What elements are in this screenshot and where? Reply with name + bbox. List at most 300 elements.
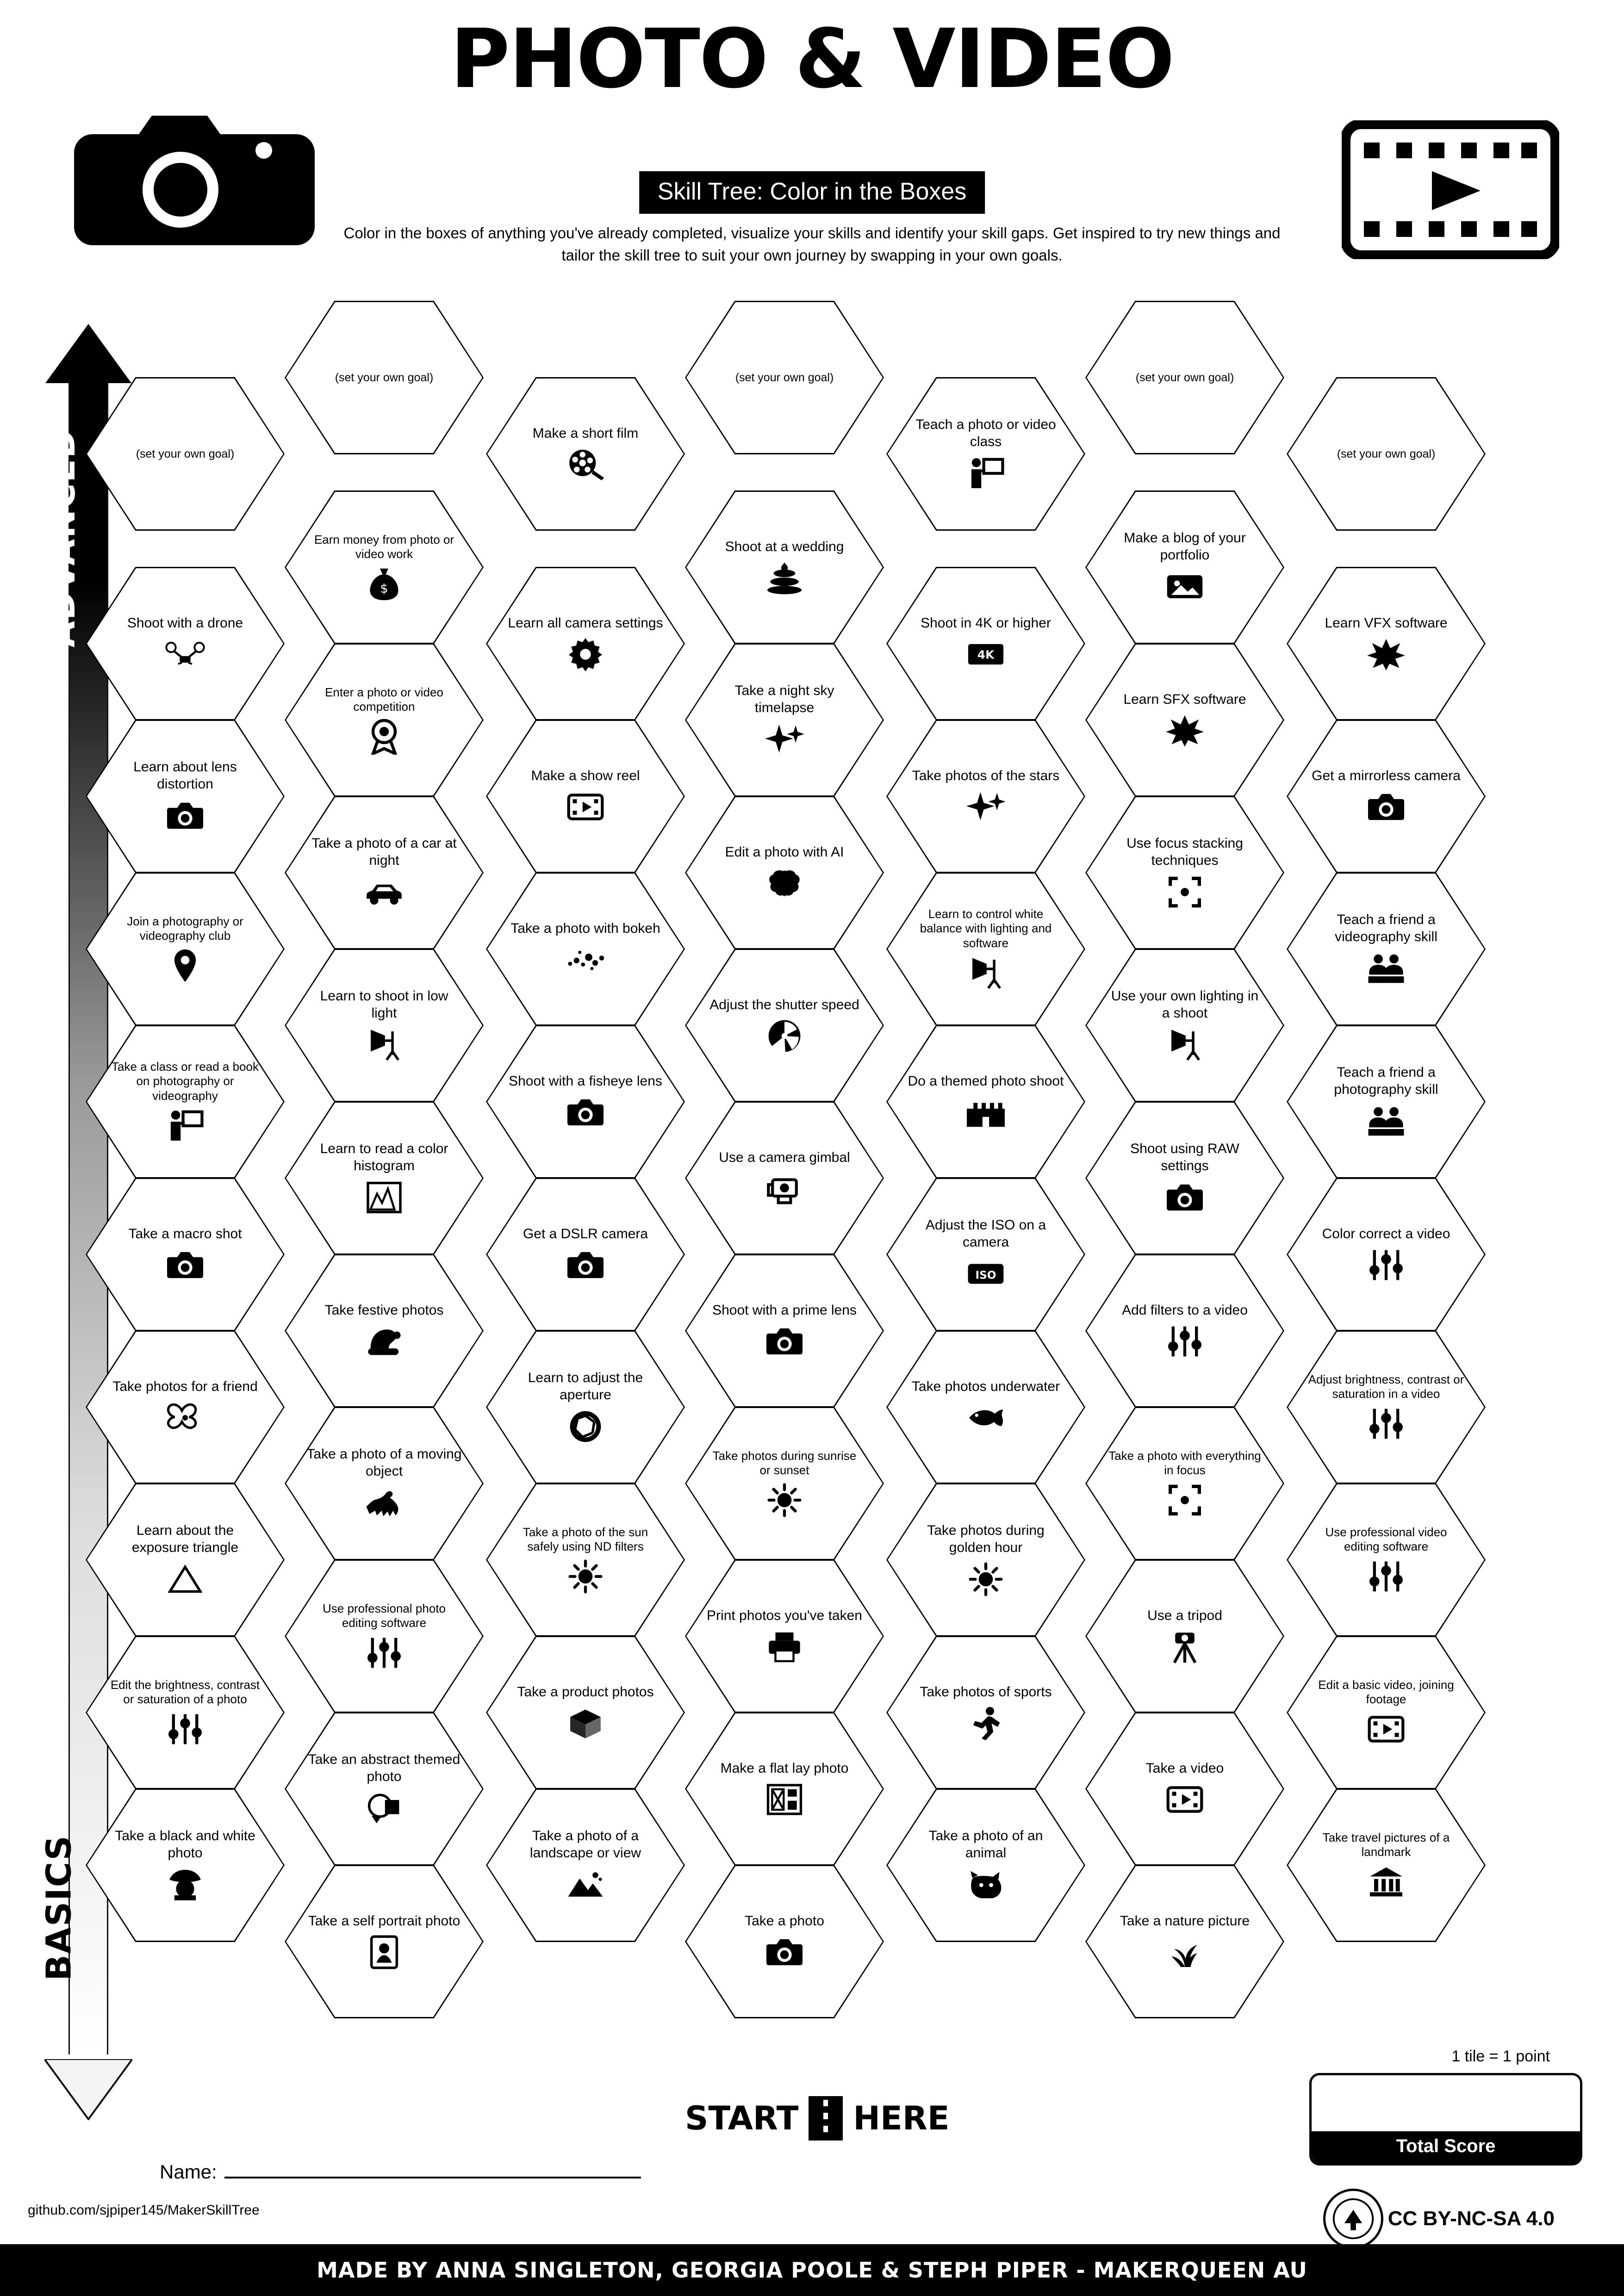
skill-tile[interactable]	[685, 949, 884, 1102]
skill-tile[interactable]	[1085, 301, 1284, 454]
skill-tile-label: Take photos for a friend	[112, 1378, 258, 1394]
hex-content	[1107, 1302, 1263, 1360]
lightstand-icon	[367, 1027, 402, 1063]
skill-tile-label: Join a photography or videography club	[127, 914, 243, 943]
skill-tile[interactable]	[285, 490, 484, 644]
skill-tile[interactable]	[685, 796, 884, 949]
skill-tile[interactable]	[486, 567, 685, 720]
svg-text:4K: 4K	[977, 648, 995, 662]
sliders-icon	[1369, 1247, 1404, 1283]
hex-content	[306, 1601, 462, 1671]
skill-tile-label: Take a photo with everything in focus	[1108, 1448, 1261, 1477]
skill-tile-label: Take a black and white photo	[115, 1828, 255, 1861]
landmark-icon	[1369, 1864, 1403, 1900]
skill-tile[interactable]	[685, 1865, 884, 2018]
skill-tile-label: Use professional photo editing software	[323, 1601, 446, 1630]
skill-tile[interactable]	[886, 1178, 1085, 1331]
hex-content	[908, 1073, 1064, 1131]
skill-tile[interactable]	[1287, 1483, 1486, 1637]
skill-tile[interactable]	[1085, 1101, 1284, 1255]
skill-tile-label: (set your own goal)	[136, 447, 235, 460]
hex-content	[107, 1828, 263, 1902]
moneybag-icon	[367, 566, 401, 602]
hex-content	[507, 1226, 664, 1284]
skill-tile[interactable]	[1287, 872, 1486, 1026]
hex-content	[507, 615, 664, 673]
skill-tile[interactable]	[685, 1101, 884, 1255]
skill-tile[interactable]	[285, 1407, 484, 1560]
hex-content	[1107, 371, 1263, 385]
hex-content	[107, 615, 263, 673]
skill-tile[interactable]	[486, 1178, 685, 1331]
skill-tile-label: Take a night sky timelapse	[734, 683, 834, 715]
start-label: START	[685, 2099, 799, 2137]
skill-tile-label: Make a show reel	[531, 768, 640, 783]
svg-text:ISO: ISO	[975, 1269, 996, 1282]
hex-content	[306, 371, 462, 385]
hex-content	[908, 416, 1064, 491]
skill-tile-label: Take a video	[1145, 1760, 1224, 1776]
hex-content	[107, 1226, 263, 1284]
hex-content	[1107, 988, 1263, 1062]
skill-tile[interactable]	[285, 643, 484, 797]
hex-content	[507, 1684, 664, 1742]
focus-icon	[1168, 874, 1202, 910]
skill-tile-label: Take a photo of a car at night	[311, 836, 457, 868]
hex-content	[1308, 912, 1464, 986]
presenter-icon	[167, 1108, 204, 1144]
presenter-icon	[967, 455, 1004, 491]
sliders-icon	[1369, 1406, 1404, 1442]
skill-tile[interactable]	[685, 1712, 884, 1866]
skill-tile-label: Shoot using RAW settings	[1130, 1141, 1239, 1173]
skill-tile[interactable]	[86, 1025, 285, 1179]
shutter-icon	[767, 1018, 802, 1054]
skill-tile-label: Shoot with a prime lens	[712, 1302, 857, 1318]
skill-tile[interactable]	[86, 1330, 285, 1484]
skill-tile-label: Learn about the exposure triangle	[131, 1523, 239, 1555]
skill-tile-label: Take photos during sunrise or sunset	[712, 1448, 857, 1477]
name-field[interactable]	[160, 2161, 641, 2183]
hex-content	[1308, 1831, 1464, 1900]
skill-tile-label: Teach a friend a photography skill	[1334, 1065, 1438, 1097]
skill-tile[interactable]	[285, 796, 484, 949]
skill-tile-label: Take a photo with bokeh	[510, 920, 660, 936]
gimbal-icon	[766, 1171, 803, 1207]
skill-tile-label: Make a blog of your portfolio	[1124, 530, 1246, 563]
skill-tile-label: Shoot with a drone	[127, 615, 243, 631]
santahat-icon	[366, 1323, 403, 1359]
lightstand-icon	[968, 955, 1003, 991]
brain-icon	[766, 865, 803, 901]
gear-icon	[568, 636, 603, 672]
hex-content	[306, 533, 462, 602]
skill-tile[interactable]	[1287, 1178, 1486, 1331]
skill-tile[interactable]	[886, 1788, 1085, 1942]
hex-content	[1107, 1760, 1263, 1818]
skill-tile[interactable]	[285, 1254, 484, 1408]
sparkle-icon	[765, 721, 804, 757]
filmreel-icon	[566, 447, 605, 483]
hex-content	[706, 1607, 863, 1665]
skill-tile[interactable]	[685, 1254, 884, 1408]
skill-tile-label: Take festive photos	[324, 1302, 444, 1318]
hex-content	[107, 447, 263, 461]
hex-content	[1308, 1678, 1464, 1747]
hex-content	[706, 1302, 863, 1360]
aperture-icon	[568, 1409, 603, 1445]
videoplayer-icon	[1368, 1711, 1405, 1747]
hex-content	[306, 1141, 462, 1215]
page-title: PHOTO & VIDEO	[450, 12, 1174, 106]
camera-icon	[766, 1323, 803, 1359]
skill-tile-label: Make a flat lay photo	[720, 1760, 849, 1776]
skill-tile[interactable]	[1287, 1330, 1486, 1484]
videoplayer-icon	[567, 789, 604, 825]
hex-content	[706, 1449, 863, 1518]
svg-text:$: $	[380, 582, 388, 596]
detective-icon	[166, 1867, 204, 1903]
hex-content	[1107, 1913, 1263, 1971]
skill-tile[interactable]	[86, 1788, 285, 1942]
hex-content	[107, 759, 263, 833]
hex-content	[1308, 1064, 1464, 1139]
skill-tile-label: Teach a photo or video class	[915, 417, 1056, 449]
explosion-icon	[1166, 713, 1204, 749]
hex-content	[1308, 615, 1464, 673]
sparkle-icon	[966, 789, 1005, 825]
skill-tile[interactable]	[886, 1330, 1085, 1484]
hex-content	[1107, 1449, 1263, 1518]
skill-tile[interactable]	[486, 1483, 685, 1637]
camera-icon	[567, 1247, 604, 1283]
tripod-icon	[1168, 1629, 1202, 1665]
skill-tile-label: Learn to control white balance with lighting and software	[920, 907, 1052, 950]
hex-content	[306, 1446, 462, 1520]
skill-tile[interactable]	[1287, 377, 1486, 531]
skill-tile[interactable]	[1085, 1407, 1284, 1560]
hex-content	[1308, 768, 1464, 825]
hex-content	[908, 1684, 1064, 1742]
bokeh-icon	[565, 942, 606, 978]
skill-tile-label: Take a photo of a landscape or view	[529, 1828, 641, 1861]
hex-content	[706, 1913, 863, 1971]
skill-tile-label: Edit the brightness, contrast or saturation of a photo	[110, 1677, 260, 1706]
skill-tile[interactable]	[86, 720, 285, 873]
page-subtitle: Skill Tree: Color in the Boxes	[639, 171, 985, 214]
skill-tile[interactable]	[86, 377, 285, 531]
camera-icon	[1368, 789, 1404, 825]
skill-tile-label: (set your own goal)	[735, 371, 834, 384]
skill-tile-label: Color correct a video	[1322, 1226, 1450, 1241]
skill-tile-label: Learn to adjust the aperture	[528, 1370, 643, 1402]
mountain-icon	[566, 1867, 604, 1903]
total-score-label: Total Score	[1312, 2131, 1580, 2163]
hex-content	[908, 1378, 1064, 1436]
printer-icon	[766, 1629, 803, 1665]
skill-tile-label: Learn to shoot in low light	[320, 988, 448, 1021]
skill-tile[interactable]	[486, 720, 685, 873]
skill-tile-label: Take a macro shot	[128, 1226, 242, 1241]
skill-tile[interactable]	[486, 1788, 685, 1942]
explosion-icon	[1367, 636, 1405, 672]
skill-tile[interactable]	[685, 301, 884, 454]
skill-tile[interactable]	[86, 1178, 285, 1331]
cc-badge-icon	[1323, 2189, 1383, 2249]
plant-icon	[1166, 1934, 1203, 1970]
skill-tile-label: Shoot with a fisheye lens	[509, 1073, 662, 1089]
skill-tile-label: Do a themed photo shoot	[908, 1073, 1064, 1089]
hex-content	[507, 768, 664, 825]
tile-point-note: 1 tile = 1 point	[1451, 2048, 1550, 2065]
skill-tile-label: Take a photo of an animal	[928, 1828, 1043, 1861]
skill-tile[interactable]	[685, 1407, 884, 1560]
skill-tile[interactable]	[886, 377, 1085, 531]
hex-content	[706, 1149, 863, 1207]
skill-tile[interactable]	[1085, 1559, 1284, 1713]
skill-tile-label: Teach a friend a videography skill	[1335, 912, 1437, 944]
skill-tile-label: Edit a basic video, joining footage	[1318, 1677, 1454, 1706]
intro-text: Color in the boxes of anything you've already completed, visualize your skills and identify your skill gaps. Get inspired to try new things and tailor the skill tree to suit your own journey by swapping in your own goals.	[343, 224, 1281, 264]
skill-tile[interactable]	[1287, 720, 1486, 873]
hex-content	[306, 1913, 462, 1971]
skill-tile-label: Take an abstract themed photo	[308, 1752, 460, 1784]
skill-tile[interactable]	[1085, 796, 1284, 949]
hex-content	[908, 1522, 1064, 1597]
skill-tile-label: Learn SFX software	[1123, 691, 1246, 707]
skill-tile[interactable]	[1085, 1712, 1284, 1866]
hex-content	[507, 1828, 664, 1902]
ribbon-icon	[165, 1400, 205, 1436]
total-score-box[interactable]	[1309, 2073, 1582, 2166]
hex-content	[107, 1060, 263, 1144]
hex-content	[107, 1378, 263, 1436]
license-text: CC BY-NC-SA 4.0	[1388, 2207, 1555, 2230]
sun-icon	[568, 1558, 603, 1595]
skill-tile-label: Print photos you've taken	[707, 1607, 862, 1623]
skill-tile-label: (set your own goal)	[1337, 447, 1436, 460]
skill-tile-label: Take a class or read a book on photography or videography	[112, 1060, 259, 1103]
sun-icon	[969, 1561, 1003, 1597]
teach-icon	[1367, 1103, 1406, 1139]
skill-tile-label: Use a tripod	[1147, 1607, 1222, 1623]
skill-tile-label: Adjust brightness, contrast or saturation in a video	[1308, 1372, 1464, 1401]
skill-tile[interactable]	[685, 1559, 884, 1713]
hex-content	[908, 1828, 1064, 1902]
skill-tile-label: Get a DSLR camera	[523, 1226, 648, 1241]
skill-tile[interactable]	[1085, 490, 1284, 644]
hex-content	[908, 615, 1064, 673]
skill-tile[interactable]	[86, 872, 285, 1026]
runner-icon	[969, 1705, 1002, 1741]
drone-icon	[165, 636, 205, 672]
hex-content	[1308, 1372, 1464, 1442]
skill-tile[interactable]	[1085, 1865, 1284, 2018]
skill-tile-label: Learn to read a color histogram	[320, 1141, 448, 1173]
hex-content	[306, 988, 462, 1062]
axis-label-advanced: ADVANCED	[43, 428, 83, 648]
name-input-rule[interactable]	[224, 2177, 641, 2178]
hex-content	[107, 1522, 263, 1597]
skill-tile-label: Enter a photo or video competition	[325, 685, 443, 714]
fish-icon	[966, 1400, 1006, 1436]
hex-content	[1308, 1525, 1464, 1595]
skill-tile-label: Adjust the ISO on a camera	[925, 1217, 1046, 1250]
hex-content	[908, 1217, 1064, 1291]
skill-tile-label: Take a nature picture	[1120, 1913, 1250, 1929]
skill-tile[interactable]	[285, 1559, 484, 1713]
skill-tile-label: Use a camera gimbal	[719, 1149, 850, 1165]
skill-tile[interactable]	[1287, 567, 1486, 720]
gallery-icon	[1165, 569, 1204, 605]
hex-content	[507, 1370, 664, 1444]
skill-tile-label: Take photos underwater	[911, 1378, 1060, 1394]
skill-tile-label: Add filters to a video	[1122, 1302, 1248, 1318]
sliders-icon	[1167, 1323, 1202, 1359]
videoplayer-icon	[1166, 1781, 1203, 1818]
skill-tile-label: Take a self portrait photo	[308, 1913, 460, 1929]
box-icon	[567, 1705, 604, 1741]
skill-tile-label: Shoot in 4K or higher	[921, 615, 1051, 631]
skill-tile-label: Adjust the shutter speed	[709, 997, 859, 1012]
sliders-icon	[367, 1635, 402, 1671]
skill-tile[interactable]	[1085, 1254, 1284, 1408]
skill-tile-label: Learn about lens distortion	[133, 759, 237, 792]
horse-icon	[364, 1485, 404, 1521]
skill-tile[interactable]	[285, 1101, 484, 1255]
skill-tile-label: Learn all camera settings	[508, 615, 663, 631]
hex-content	[706, 997, 863, 1055]
award-icon	[368, 719, 400, 755]
hex-content	[706, 844, 863, 902]
skill-tile[interactable]	[285, 1712, 484, 1866]
shapes-icon	[367, 1790, 402, 1826]
hex-content	[107, 1678, 263, 1747]
hex-content	[306, 1302, 462, 1360]
skill-tile[interactable]	[86, 567, 285, 720]
skill-tile-label: Edit a photo with AI	[725, 844, 844, 860]
cake-icon	[766, 560, 803, 596]
skill-tile[interactable]	[1085, 949, 1284, 1102]
hex-content	[1107, 835, 1263, 910]
skill-tile-label: (set your own goal)	[335, 371, 434, 384]
hex-content	[507, 1525, 664, 1595]
skill-tile[interactable]	[886, 720, 1085, 873]
skill-tile[interactable]	[285, 1865, 484, 2018]
repo-link[interactable]: github.com/sjpiper145/MakerSkillTree	[28, 2203, 260, 2218]
skill-tile[interactable]	[486, 1636, 685, 1789]
start-here-marker	[685, 2096, 950, 2141]
skill-tile-label: Use your own lighting in a shoot	[1111, 988, 1259, 1021]
skill-tile[interactable]	[86, 1483, 285, 1637]
skill-tile[interactable]	[886, 1483, 1085, 1637]
skill-tile[interactable]	[285, 301, 484, 454]
skill-tile[interactable]	[86, 1636, 285, 1789]
skill-tile[interactable]	[486, 1025, 685, 1179]
skill-tile-label: Take photos of the stars	[912, 768, 1060, 783]
here-label: HERE	[853, 2099, 950, 2137]
sun-icon	[767, 1482, 802, 1518]
skill-tile[interactable]	[1287, 1636, 1486, 1789]
skill-tile[interactable]	[285, 949, 484, 1102]
skill-tile[interactable]	[486, 872, 685, 1026]
hex-content	[507, 920, 664, 978]
skill-tile-label: Learn VFX software	[1325, 615, 1448, 631]
skill-tile[interactable]	[486, 377, 685, 531]
axis-label-basics: BASICS	[39, 1835, 79, 1981]
car-icon	[363, 874, 405, 910]
hex-content	[908, 768, 1064, 825]
camera-icon	[1167, 1179, 1203, 1216]
sliders-icon	[1369, 1558, 1404, 1595]
skill-tile-label: Take a photo of the sun safely using ND filters	[523, 1525, 648, 1553]
skill-tile[interactable]	[1085, 643, 1284, 797]
focus-icon	[1168, 1482, 1202, 1518]
skill-tile[interactable]	[1287, 1788, 1486, 1942]
skill-tile-label: Use professional video editing software	[1325, 1525, 1447, 1553]
hex-content	[1308, 447, 1464, 461]
skill-tile[interactable]	[886, 567, 1085, 720]
camera-icon	[766, 1934, 803, 1970]
camera-icon	[167, 1247, 203, 1283]
dog-icon	[967, 1867, 1004, 1903]
sliders-icon	[168, 1711, 203, 1747]
hex-content	[706, 539, 863, 596]
skill-tile-label: Use focus stacking techniques	[1126, 836, 1243, 868]
hex-content	[306, 835, 462, 910]
skill-tile-label: Take a product photos	[517, 1684, 654, 1700]
hex-content	[1107, 1141, 1263, 1215]
hex-content	[1308, 1226, 1464, 1284]
made-by-text: MADE BY ANNA SINGLETON, GEORGIA POOLE & STEPH PIPER - MAKERQUEEN AU	[317, 2258, 1307, 2283]
pin-icon	[172, 948, 198, 984]
iso-icon	[966, 1256, 1005, 1292]
skill-tile[interactable]	[685, 490, 884, 644]
hex-content	[1107, 1607, 1263, 1665]
road-icon	[809, 2096, 843, 2141]
skill-tile-label: (set your own goal)	[1135, 371, 1234, 384]
skill-tile-label: Take photos of sports	[920, 1684, 1052, 1700]
skill-tile-label: Take a photo	[745, 1913, 824, 1929]
flatlay-icon	[766, 1781, 803, 1818]
skill-tile[interactable]	[685, 643, 884, 797]
skill-tile[interactable]	[1287, 1025, 1486, 1179]
fourk-icon	[966, 636, 1005, 672]
hex-content	[908, 907, 1064, 991]
hex-content	[107, 914, 263, 984]
hex-content	[507, 425, 664, 483]
skill-tile[interactable]	[486, 1330, 685, 1484]
hex-content	[1107, 691, 1263, 749]
skill-tile[interactable]	[886, 1636, 1085, 1789]
made-by-bar	[0, 2244, 1624, 2296]
hex-content	[306, 685, 462, 755]
skill-tile-label: Take a photo of a moving object	[306, 1446, 462, 1479]
skill-tile-label: Get a mirrorless camera	[1312, 768, 1461, 783]
skill-tile-label: Earn money from photo or video work	[314, 532, 454, 561]
skill-tile[interactable]	[886, 872, 1085, 1026]
lightstand-icon	[1167, 1027, 1202, 1063]
hex-content	[706, 371, 863, 385]
histogram-icon	[366, 1179, 402, 1216]
hex-content	[306, 1751, 462, 1826]
triangle-icon	[168, 1561, 202, 1597]
hex-content	[1107, 530, 1263, 604]
skill-tile[interactable]	[886, 1025, 1085, 1179]
skill-tile-label: Shoot at a wedding	[725, 539, 844, 554]
hex-content	[706, 1760, 863, 1818]
skill-tile-label: Take photos during golden hour	[927, 1523, 1045, 1555]
